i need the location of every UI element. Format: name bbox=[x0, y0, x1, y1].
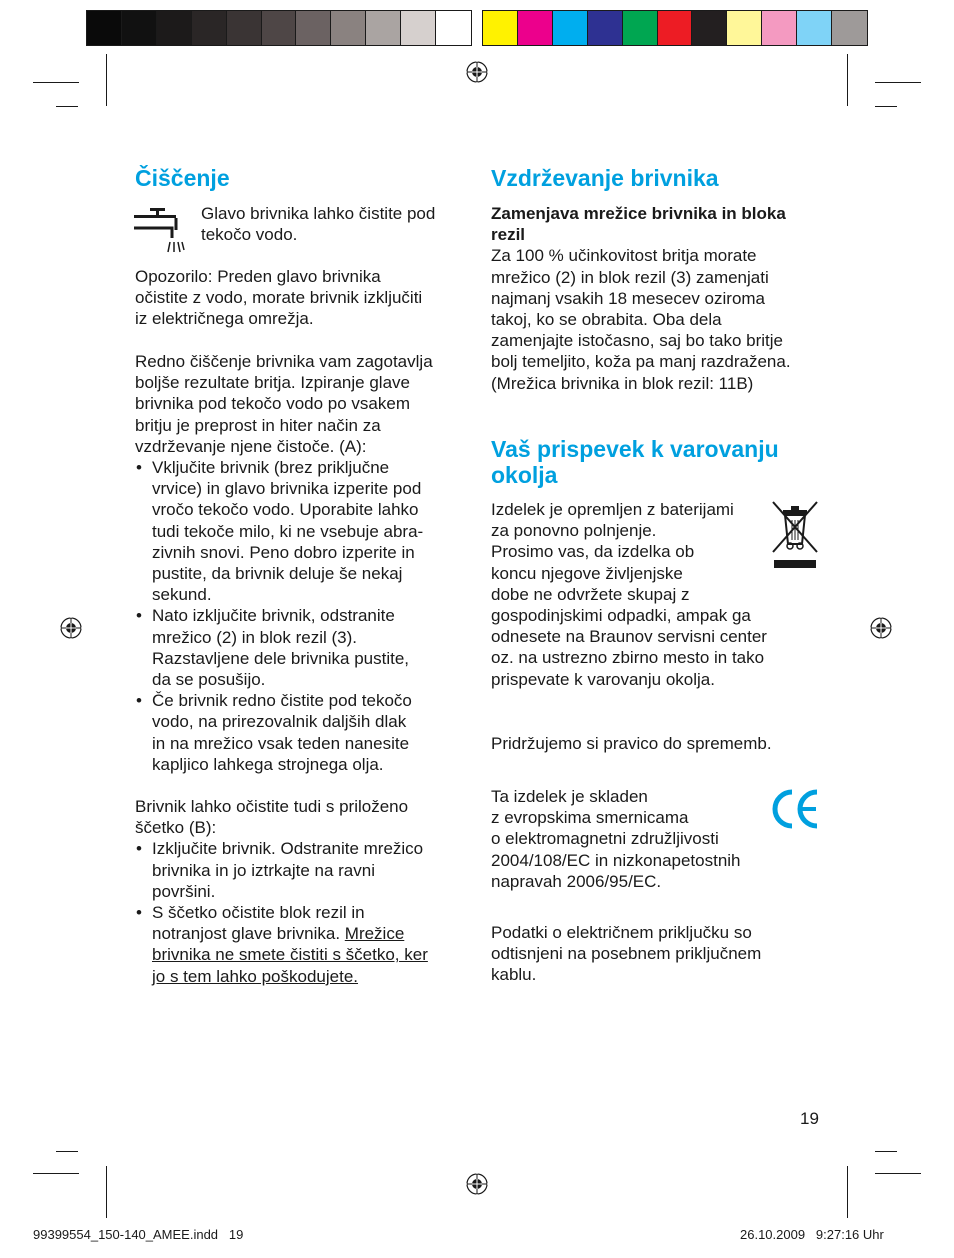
heading-line: okolja bbox=[491, 462, 558, 488]
color-swatch bbox=[797, 11, 832, 45]
color-swatch bbox=[366, 11, 401, 45]
text-line: kablu. bbox=[491, 965, 537, 985]
text-line: Podatki o električnem priključku so bbox=[491, 923, 752, 942]
maintenance-block bbox=[491, 203, 831, 394]
text-line: koncu njegove življenjske bbox=[491, 563, 683, 583]
text-line: zamenjajte istočasno, saj bo tako britje bbox=[491, 331, 783, 351]
text-line: Glavo brivnika lahko čistite pod bbox=[201, 204, 436, 223]
color-swatch bbox=[296, 11, 331, 45]
color-swatch bbox=[262, 11, 297, 45]
grayscale-color-bar bbox=[86, 10, 472, 46]
text-line: Redno čiščenje brivnika vam zagotavlja bbox=[135, 352, 433, 371]
color-swatch bbox=[87, 11, 122, 45]
registration-mark-icon bbox=[60, 617, 82, 639]
ce-mark-icon bbox=[770, 786, 822, 832]
text-line: britju je preprost in hiter način za bbox=[135, 415, 381, 435]
color-swatch bbox=[762, 11, 797, 45]
list-item: • Nato izključite brivnik, odstranite mrežico (2) in blok rezil (3). Razstavljene dele brivnika pustite, da se posušijo. bbox=[135, 605, 475, 690]
text-line: vzdrževanje njene čistoče. (A): bbox=[135, 436, 367, 456]
electrical-info-paragraph bbox=[491, 922, 831, 986]
color-swatch bbox=[658, 11, 693, 45]
warning-underlined: Mrežice bbox=[344, 924, 405, 944]
text-line: boljše rezultate britja. Izpiranje glave bbox=[135, 373, 410, 393]
registration-mark-icon bbox=[466, 1173, 488, 1195]
subheading: rezil bbox=[491, 225, 526, 245]
registration-mark-icon bbox=[466, 61, 488, 83]
color-swatch bbox=[483, 11, 518, 45]
text-line: Ta izdelek je skladen bbox=[491, 787, 648, 806]
color-swatch bbox=[192, 11, 227, 45]
text-line: odtisnjeni na posebnem priključnem bbox=[491, 944, 762, 964]
color-swatch bbox=[832, 11, 867, 45]
text-line: dobe ne odvržete skupaj z bbox=[491, 584, 690, 604]
heading-line: Vaš prispevek k varovanju bbox=[491, 436, 779, 462]
text-line: takoj, ko se obrabita. Oba dela bbox=[491, 310, 722, 330]
text-line: (Mrežica brivnika in blok rezil: 11B) bbox=[491, 373, 754, 393]
color-swatch bbox=[518, 11, 553, 45]
text-line: Brivnik lahko očistite tudi s priloženo bbox=[135, 797, 409, 816]
section-title-maintenance: Vzdrževanje brivnika bbox=[491, 165, 719, 191]
warning-underlined: jo s tem lahko poškodujete. bbox=[152, 966, 359, 986]
page-number: 19 bbox=[800, 1109, 819, 1128]
text-line: oz. na ustrezno zbirno mesto in tako bbox=[491, 648, 765, 668]
regular-cleaning-paragraph bbox=[135, 351, 475, 775]
list-item: • Vključite brivnik (brez priključne vrvice) in glavo brivnika izperite pod vročo tekočo vodo. Uporabite lahko tudi tekoče milo, ki ne vsebuje abra- zivnih snovi. Peno dobro izperite in pustite, da brivnik deluje še nekaj sekund. bbox=[135, 457, 475, 605]
color-swatch bbox=[157, 11, 192, 45]
text-line: iz električnega omrežja. bbox=[135, 309, 314, 329]
text-line: mrežico (2) in blok rezil (3) zamenjati bbox=[491, 267, 769, 287]
text-line: Izdelek je opremljen z baterijami bbox=[491, 500, 734, 519]
color-swatch bbox=[588, 11, 623, 45]
text-line: brivnika pod tekočo vodo po vsakem bbox=[135, 394, 410, 414]
footer-file-info: 99399554_150-140_AMEE.indd 19 bbox=[33, 1227, 244, 1242]
color-swatch bbox=[727, 11, 762, 45]
list-item: • S ščetko očistite blok rezil in notranjost glave brivnika. Mrežice brivnika ne smete čistiti s ščetko, ker jo s tem lahko poškodujete. bbox=[135, 902, 475, 987]
text-line: napravah 2006/95/EC. bbox=[491, 871, 662, 891]
text-line: tekočo vodo. bbox=[201, 225, 298, 245]
crossed-bin-icon bbox=[770, 498, 820, 570]
cleaning-steps-list bbox=[135, 457, 475, 775]
tap-water-icon bbox=[132, 202, 188, 258]
text-line: Opozorilo: Preden glavo brivnika bbox=[135, 267, 381, 286]
warning-underlined: brivnika ne smete čistiti s ščetko, ker bbox=[152, 945, 428, 965]
section-title-environment bbox=[491, 436, 831, 488]
color-swatch bbox=[692, 11, 727, 45]
list-item: • Izključite brivnik. Odstranite mrežico brivnika in jo iztrkajte na ravni površini. bbox=[135, 838, 475, 902]
color-swatch bbox=[227, 11, 262, 45]
color-swatch bbox=[122, 11, 157, 45]
color-swatch bbox=[436, 11, 471, 45]
text-line: prispevate k varovanju okolja. bbox=[491, 669, 715, 689]
color-swatch bbox=[401, 11, 436, 45]
cleaning-intro bbox=[201, 203, 471, 245]
text-line: očistite z vodo, morate brivnik izključiti bbox=[135, 288, 423, 308]
section-title-cleaning: Čiščenje bbox=[135, 165, 230, 191]
color-swatch bbox=[553, 11, 588, 45]
reservation-notice: Pridržujemo si pravico do sprememb. bbox=[491, 734, 772, 753]
list-item: • Če brivnik redno čistite pod tekočo vodo, na prirezovalnik daljših dlak in na mrežico vsak teden nanesite kapljico lahkega strojnega olja. bbox=[135, 690, 475, 775]
text-line: bolj temeljito, koža pa manj razdražena. bbox=[491, 352, 791, 372]
process-color-bar bbox=[482, 10, 868, 46]
text-line: za ponovno polnjenje. bbox=[491, 521, 657, 541]
text-line: najmanj vsakih 18 mesecev oziroma bbox=[491, 288, 766, 308]
registration-mark-icon bbox=[870, 617, 892, 639]
brush-cleaning-paragraph bbox=[135, 796, 475, 987]
brush-steps-list bbox=[135, 838, 475, 986]
cleaning-warning bbox=[135, 266, 475, 330]
text-line: Prosimo vas, da izdelka ob bbox=[491, 542, 695, 562]
text-line: ščetko (B): bbox=[135, 818, 217, 838]
footer-timestamp: 26.10.2009 9:27:16 Uhr bbox=[740, 1227, 884, 1242]
text-line: odnesete na Braunov servisni center bbox=[491, 627, 767, 647]
color-swatch bbox=[331, 11, 366, 45]
color-swatch bbox=[623, 11, 658, 45]
text-line: Za 100 % učinkovitost britja morate bbox=[491, 246, 757, 266]
subheading: Zamenjava mrežice brivnika in bloka bbox=[491, 204, 786, 223]
text-line: z evropskima smernicama bbox=[491, 808, 689, 828]
text-line: 2004/108/EC in nizkonapetostnih bbox=[491, 850, 741, 870]
text-line: gospodinjskimi odpadki, ampak ga bbox=[491, 606, 751, 626]
text-line: o elektromagnetni združljivosti bbox=[491, 829, 719, 849]
